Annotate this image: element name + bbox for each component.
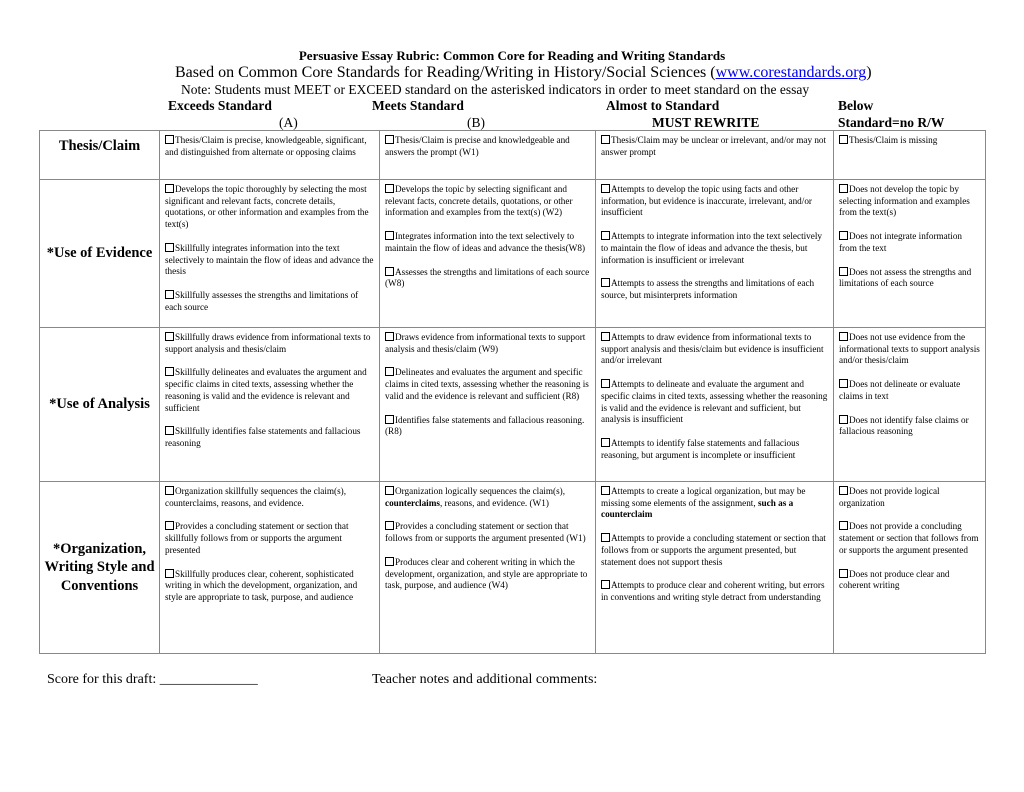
rubric-cell-almost	[596, 328, 834, 482]
criterion-text: Assesses the strengths and limitations of each source (W8)	[385, 266, 590, 289]
rubric-row	[40, 328, 986, 482]
criterion-item	[839, 521, 981, 556]
criterion-text: Attempts to draw evidence from informational texts to support analysis and thesis/claim but evidence is insufficient and/or irrelevant	[601, 332, 824, 366]
checkbox-icon[interactable]	[839, 332, 848, 341]
col-header-below: Below	[838, 98, 874, 113]
criterion-text: Integrates information into the text selectively to maintain the flow of ideas and advance the thesis(W8)	[385, 231, 586, 253]
checkbox-icon[interactable]	[385, 267, 394, 276]
criterion-text: Draws evidence from informational texts to support analysis and thesis/claim (W9)	[385, 332, 586, 354]
criterion-item	[601, 135, 829, 158]
criterion-item	[385, 521, 591, 544]
criterion-item	[839, 332, 981, 367]
rubric-row	[40, 131, 986, 180]
criterion-text: Does not develop the topic by selecting information and examples from the text(s)	[839, 184, 970, 218]
rubric-cell-exceeds	[160, 482, 380, 654]
col-header-meets: Meets Standard	[372, 98, 464, 113]
rubric-row	[40, 482, 986, 654]
subtitle-close: )	[866, 64, 872, 81]
checkbox-icon[interactable]	[165, 135, 174, 144]
rubric-cell-almost	[596, 180, 834, 328]
checkbox-icon[interactable]	[385, 135, 394, 144]
checkbox-icon[interactable]	[839, 415, 848, 424]
criterion-item	[385, 557, 591, 592]
rubric-row	[40, 180, 986, 328]
criterion-text: Attempts to integrate information into the text selectively to maintain the flow of ideas and advance the thesis, but information is insufficient or irrelevant	[601, 231, 823, 265]
checkbox-icon[interactable]	[165, 332, 174, 341]
rubric-cell-exceeds	[160, 131, 380, 180]
checkbox-icon[interactable]	[165, 426, 174, 435]
criterion-item	[385, 367, 591, 402]
criterion-item	[839, 379, 981, 402]
rubric-cell-exceeds	[160, 180, 380, 328]
col-sub-almost: MUST REWRITE	[652, 115, 760, 130]
checkbox-icon[interactable]	[839, 379, 848, 388]
rubric-table	[39, 130, 986, 654]
criterion-item	[839, 231, 981, 254]
checkbox-icon[interactable]	[385, 486, 394, 495]
criterion-item	[165, 332, 375, 355]
criterion-item	[601, 332, 829, 367]
criterion-text: Does not integrate information from the text	[839, 231, 963, 253]
checkbox-icon[interactable]	[839, 135, 848, 144]
criterion-text: Does not assess the strengths and limitations of each source	[839, 266, 972, 289]
criterion-text: Organization skillfully sequences the claim(s), counterclaims, reasons, and evidence.	[165, 486, 347, 508]
rubric-cell-almost	[596, 482, 834, 654]
criterion-text: Delineates and evaluates the argument and specific claims in cited texts, assessing whether the reasoning is valid and the evidence is relevant and sufficient (R8)	[385, 367, 589, 401]
checkbox-icon[interactable]	[601, 231, 610, 240]
criterion-text: Attempts to assess the strengths and limitations of each source, but misinterprets information	[601, 278, 815, 300]
criterion-item	[601, 278, 829, 301]
criterion-item	[165, 290, 375, 313]
checkbox-icon[interactable]	[601, 438, 610, 447]
criterion-text: Thesis/Claim is precise and knowledgeable and answers the prompt (W1)	[385, 135, 570, 157]
criterion-text: Provides a concluding statement or section that follows from or supports the argument presented (W1)	[385, 521, 586, 544]
criterion-text: Thesis/Claim is missing	[849, 135, 938, 145]
criterion-item	[165, 426, 375, 449]
criterion-item	[385, 415, 591, 438]
rubric-cell-below	[834, 328, 986, 482]
criterion-item	[601, 580, 829, 603]
col-header-almost: Almost to Standard	[606, 98, 720, 113]
rubric-cell-meets	[380, 180, 596, 328]
checkbox-icon[interactable]	[165, 290, 174, 299]
criterion-text: Develops the topic thoroughly by selecting the most significant and relevant facts, concrete details, quotations, or other information and examples from the text(s)	[165, 184, 369, 230]
rubric-cell-below	[834, 180, 986, 328]
criterion-text: Does not delineate or evaluate claims in text	[839, 379, 961, 401]
criterion-item	[385, 486, 591, 509]
checkbox-icon[interactable]	[839, 231, 848, 240]
criterion-item	[601, 533, 829, 568]
col-sub-below: Standard=no R/W	[838, 115, 945, 130]
checkbox-icon[interactable]	[601, 184, 610, 193]
criterion-text: Develops the topic by selecting significant and relevant facts, concrete details, quotations, or other information and examples from the text(s) (W2)	[385, 184, 573, 218]
checkbox-icon[interactable]	[839, 486, 848, 495]
row-label: *Organization, Writing Style and Conventions	[40, 482, 160, 654]
criterion-item	[839, 267, 981, 290]
criterion-item	[385, 135, 591, 158]
criterion-text: Attempts to identify false statements and fallacious reasoning, but argument is incomplete or insufficient	[601, 437, 800, 460]
checkbox-icon[interactable]	[601, 135, 610, 144]
checkbox-icon[interactable]	[839, 184, 848, 193]
criterion-text: Skillfully integrates information into the text selectively to maintain the flow of ideas and advance the thesis	[165, 242, 374, 277]
checkbox-icon[interactable]	[165, 367, 174, 376]
criterion-text: Attempts to create a logical organization, but may be missing some elements of the assignment, such as a counterclaim	[601, 486, 806, 520]
criterion-item	[165, 243, 375, 278]
checkbox-icon[interactable]	[385, 557, 394, 566]
checkbox-icon[interactable]	[165, 569, 174, 578]
criterion-text: Does not use evidence from the informational texts to support analysis and/or thesis/claim	[839, 332, 980, 366]
checkbox-icon[interactable]	[839, 569, 848, 578]
rubric-cell-meets	[380, 328, 596, 482]
criterion-text: Attempts to produce clear and coherent writing, but errors in conventions and writing style detract from understanding	[601, 580, 825, 602]
checkbox-icon[interactable]	[385, 521, 394, 530]
rubric-cell-exceeds	[160, 328, 380, 482]
criterion-item	[601, 184, 829, 219]
criterion-item	[165, 184, 375, 231]
col-sub-exceeds: (A)	[279, 115, 298, 130]
checkbox-icon[interactable]	[601, 278, 610, 287]
criterion-text: Provides a concluding statement or section that skillfully follows from or supports the argument presented	[165, 521, 349, 555]
checkbox-icon[interactable]	[165, 243, 174, 252]
criterion-text: Identifies false statements and fallacious reasoning.(R8)	[385, 414, 585, 437]
checkbox-icon[interactable]	[165, 486, 174, 495]
criterion-item	[385, 332, 591, 355]
corestandards-link[interactable]: www.corestandards.org	[715, 64, 867, 81]
checkbox-icon[interactable]	[601, 533, 610, 542]
criterion-item	[839, 486, 981, 509]
criterion-item	[385, 231, 591, 254]
criterion-item	[385, 184, 591, 219]
criterion-item	[165, 135, 375, 158]
checkbox-icon[interactable]	[601, 486, 610, 495]
col-header-exceeds: Exceeds Standard	[168, 98, 272, 113]
rubric-cell-below	[834, 482, 986, 654]
teacher-notes-label: Teacher notes and additional comments:	[372, 672, 598, 687]
row-label: *Use of Evidence	[40, 180, 160, 328]
subtitle-text: Based on Common Core Standards for Reading/Writing in History/Social Sciences (	[175, 64, 716, 81]
checkbox-icon[interactable]	[385, 231, 394, 240]
col-sub-meets: (B)	[467, 115, 485, 130]
criterion-text: Does not identify false claims or fallacious reasoning	[839, 414, 969, 437]
criterion-text: Thesis/Claim is precise, knowledgeable, significant, and distinguished from alternate or opposing claims	[165, 135, 367, 157]
criterion-item	[839, 184, 981, 219]
criterion-text: Skillfully identifies false statements and fallacious reasoning	[165, 426, 361, 448]
criterion-item	[165, 521, 375, 556]
criterion-item	[839, 415, 981, 438]
score-line[interactable]: Score for this draft: ______________	[47, 672, 258, 687]
criterion-text: Does not provide logical organization	[839, 486, 940, 508]
checkbox-icon[interactable]	[601, 379, 610, 388]
criterion-text: Attempts to provide a concluding statement or section that follows from or supports the argument presented, but statement does not support thesis	[601, 533, 826, 567]
criterion-text: Skillfully draws evidence from informational texts to support analysis and thesis/claim	[165, 332, 371, 354]
row-label: *Use of Analysis	[40, 328, 160, 482]
checkbox-icon[interactable]	[165, 521, 174, 530]
criterion-item	[601, 379, 829, 426]
criterion-item	[601, 438, 829, 461]
criterion-text: Skillfully assesses the strengths and limitations of each source	[165, 289, 359, 312]
criterion-item	[839, 569, 981, 592]
checkbox-icon[interactable]	[385, 184, 394, 193]
criterion-item	[165, 367, 375, 414]
criterion-text: Does not produce clear and coherent writing	[839, 568, 950, 591]
criterion-text: Does not provide a concluding statement or section that follows from or supports the argument presented	[839, 521, 979, 555]
rubric-cell-meets	[380, 131, 596, 180]
checkbox-icon[interactable]	[601, 580, 610, 589]
checkbox-icon[interactable]	[839, 521, 848, 530]
rubric-cell-below	[834, 131, 986, 180]
criterion-item	[839, 135, 981, 147]
rubric-cell-meets	[380, 482, 596, 654]
row-label: Thesis/Claim	[40, 131, 160, 180]
criterion-text: Skillfully delineates and evaluates the argument and specific claims in cited texts, assessing whether the reasoning is valid and the evidence is relevant and sufficient	[165, 367, 367, 413]
checkbox-icon[interactable]	[165, 184, 174, 193]
document-title: Persuasive Essay Rubric: Common Core for Reading and Writing Standards	[298, 48, 726, 63]
criterion-item	[601, 486, 829, 521]
checkbox-icon[interactable]	[839, 267, 848, 276]
checkbox-icon[interactable]	[385, 367, 394, 376]
criterion-item	[165, 569, 375, 604]
criterion-text: Attempts to develop the topic using facts and other information, but evidence is inaccurate, irrelevant, and/or insufficient	[601, 184, 812, 218]
criterion-text: Skillfully produces clear, coherent, sophisticated writing in which the development, organization, and style are appropriate to task, purpose, and audience	[165, 568, 358, 602]
checkbox-icon[interactable]	[385, 332, 394, 341]
standards-note: Note: Students must MEET or EXCEED standard on the asterisked indicators in order to meet standard on the essay	[181, 82, 810, 97]
checkbox-icon[interactable]	[385, 415, 394, 424]
criterion-item	[601, 231, 829, 266]
criterion-text: Produces clear and coherent writing in which the development, organization, and style are appropriate to task, purpose, and audience (W4)	[385, 556, 588, 591]
criterion-item	[165, 486, 375, 509]
criterion-item	[385, 267, 591, 290]
criterion-text: Thesis/Claim may be unclear or irrelevant, and/or may not answer prompt	[601, 135, 827, 157]
subtitle	[175, 64, 872, 82]
criterion-text: Attempts to delineate and evaluate the argument and specific claims in cited texts, assessing whether the reasoning is valid and the evidence is relevant and sufficient, but analysis is insufficient	[601, 379, 828, 425]
rubric-cell-almost	[596, 131, 834, 180]
checkbox-icon[interactable]	[601, 332, 610, 341]
criterion-text: Organization logically sequences the claim(s), counterclaims, reasons, and evidence. (W1)	[385, 486, 565, 508]
